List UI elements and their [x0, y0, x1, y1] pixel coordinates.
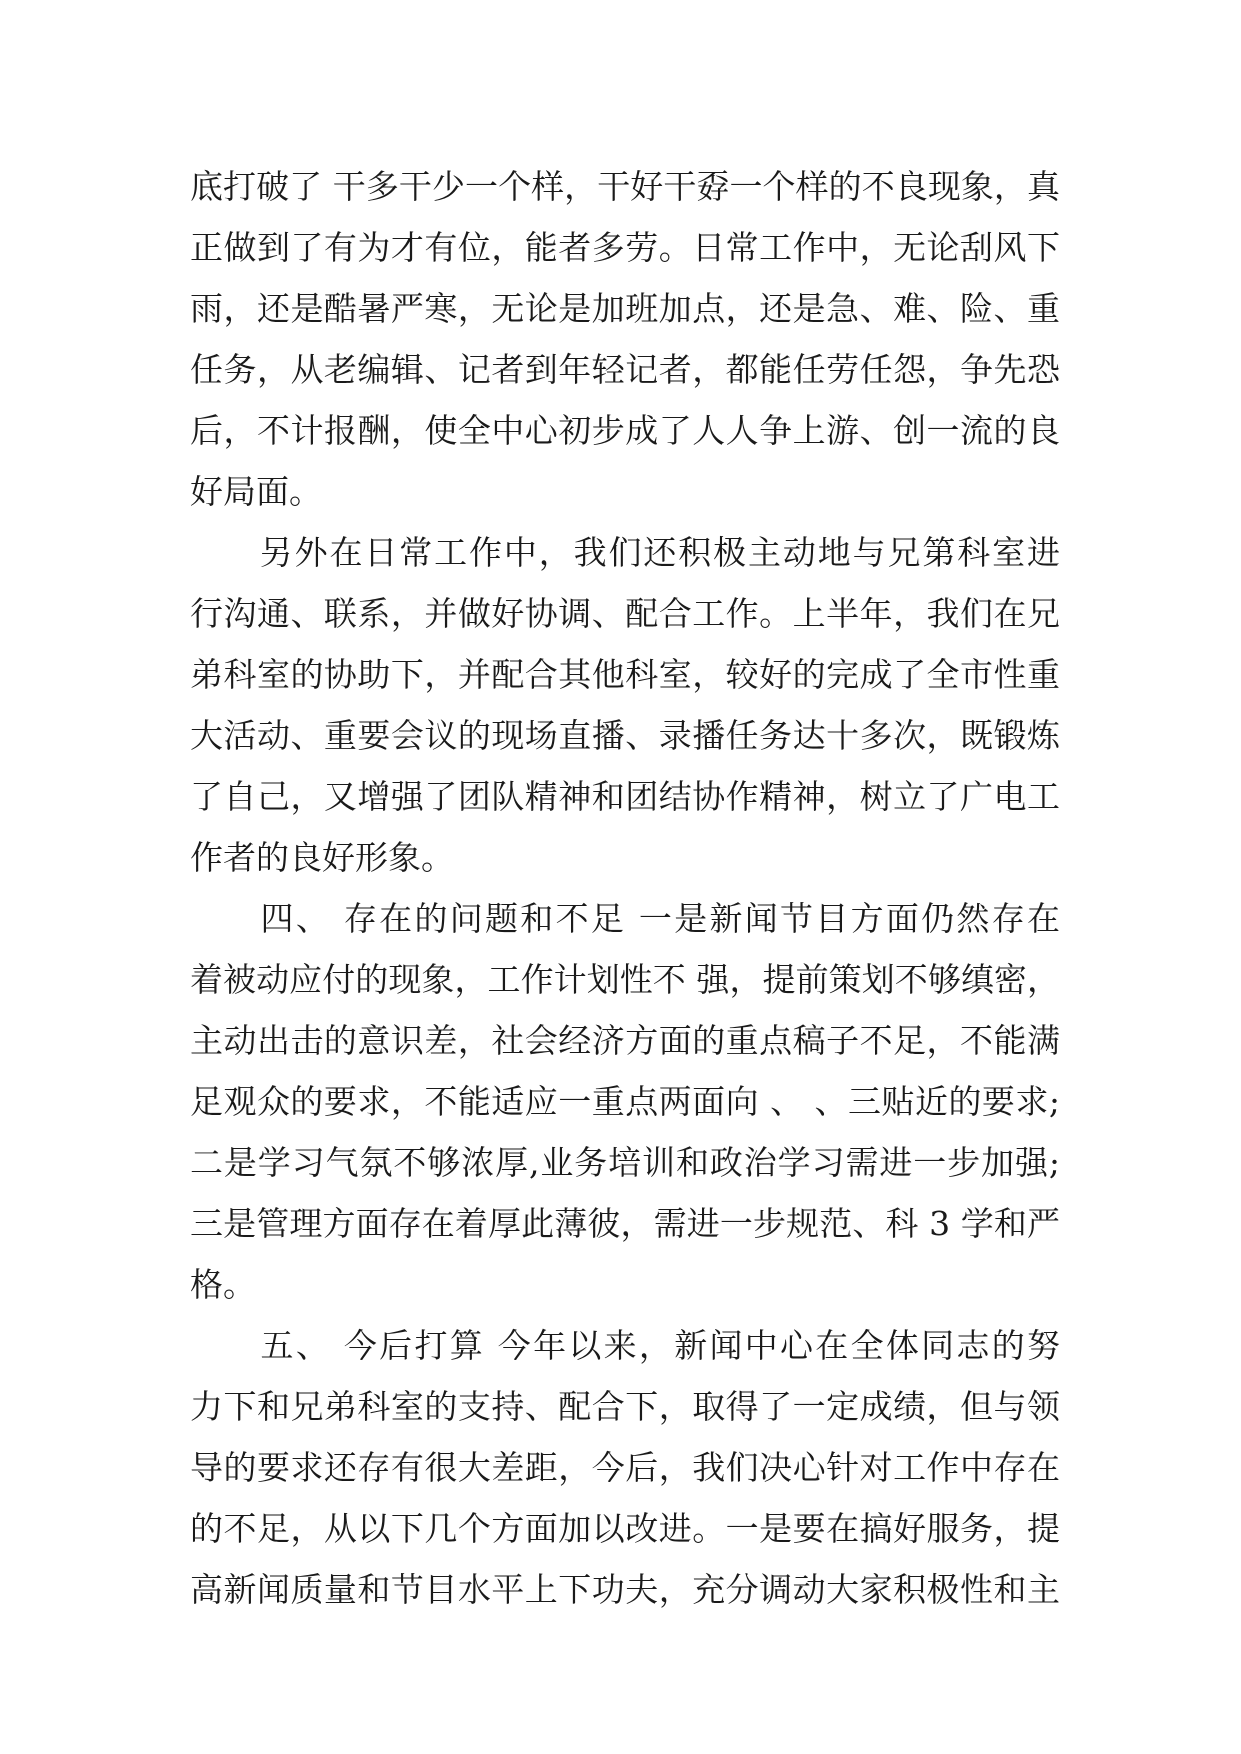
- text-line: 二是学习气氛不够浓厚,业务培训和政治学习需进一步加强;: [190, 1143, 1060, 1182]
- text-line: 任务，从老编辑、记者到年轻记者，都能任劳任怨，争先恐: [190, 350, 1060, 389]
- text-line: 导的要求还存有很大差距，今后，我们决心针对工作中存在: [190, 1448, 1060, 1487]
- text-line: 雨，还是酷暑严寒，无论是加班加点，还是急、难、险、重: [190, 289, 1060, 328]
- text-line: 另外在日常工作中，我们还积极主动地与兄第科室进: [190, 533, 1060, 572]
- text-line: 大活动、重要会议的现场直播、录播任务达十多次，既锻炼: [190, 716, 1060, 755]
- text-line: 主动出击的意识差，社会经济方面的重点稿子不足，不能满: [190, 1021, 1060, 1060]
- text-line: 格。: [190, 1265, 256, 1304]
- text-line: 底打破了 干多干少一个样，干好干孬一个样的不良现象，真: [190, 167, 1060, 206]
- paragraph-work-style: [190, 156, 1060, 522]
- text-line: 五、 今后打算 今年以来，新闻中心在全体同志的努: [190, 1326, 1060, 1365]
- document-body: [190, 156, 1060, 1620]
- text-line: 三是管理方面存在着厚此薄彼，需进一步规范、科 3 学和严: [190, 1204, 1060, 1243]
- text-line: 四、 存在的问题和不足 一是新闻节目方面仍然存在: [190, 899, 1060, 938]
- text-line: 弟科室的协助下，并配合其他科室，较好的完成了全市性重: [190, 655, 1060, 694]
- text-line: 作者的良好形象。: [190, 838, 454, 877]
- text-line: 高新闻质量和节目水平上下功夫，充分调动大家积极性和主: [190, 1570, 1060, 1609]
- paragraph-cooperation: [190, 522, 1060, 888]
- paragraph-future-plans: [190, 1315, 1060, 1620]
- text-line: 正做到了有为才有位，能者多劳。日常工作中，无论刮风下: [190, 228, 1060, 267]
- text-line: 行沟通、联系，并做好协调、配合工作。上半年，我们在兄: [190, 594, 1060, 633]
- paragraph-problems: [190, 888, 1060, 1315]
- text-line: 后，不计报酬，使全中心初步成了人人争上游、创一流的良: [190, 411, 1060, 450]
- text-line: 足观众的要求，不能适应一重点两面向 、 、三贴近的要求;: [190, 1082, 1060, 1121]
- text-line: 好局面。: [190, 472, 322, 511]
- text-line: 力下和兄弟科室的支持、配合下，取得了一定成绩，但与领: [190, 1387, 1060, 1426]
- text-line: 着被动应付的现象，工作计划性不 强，提前策划不够缜密，: [190, 960, 1060, 999]
- text-line: 的不足，从以下几个方面加以改进。一是要在搞好服务，提: [190, 1509, 1060, 1548]
- text-line: 了自己，又增强了团队精神和团结协作精神，树立了广电工: [190, 777, 1060, 816]
